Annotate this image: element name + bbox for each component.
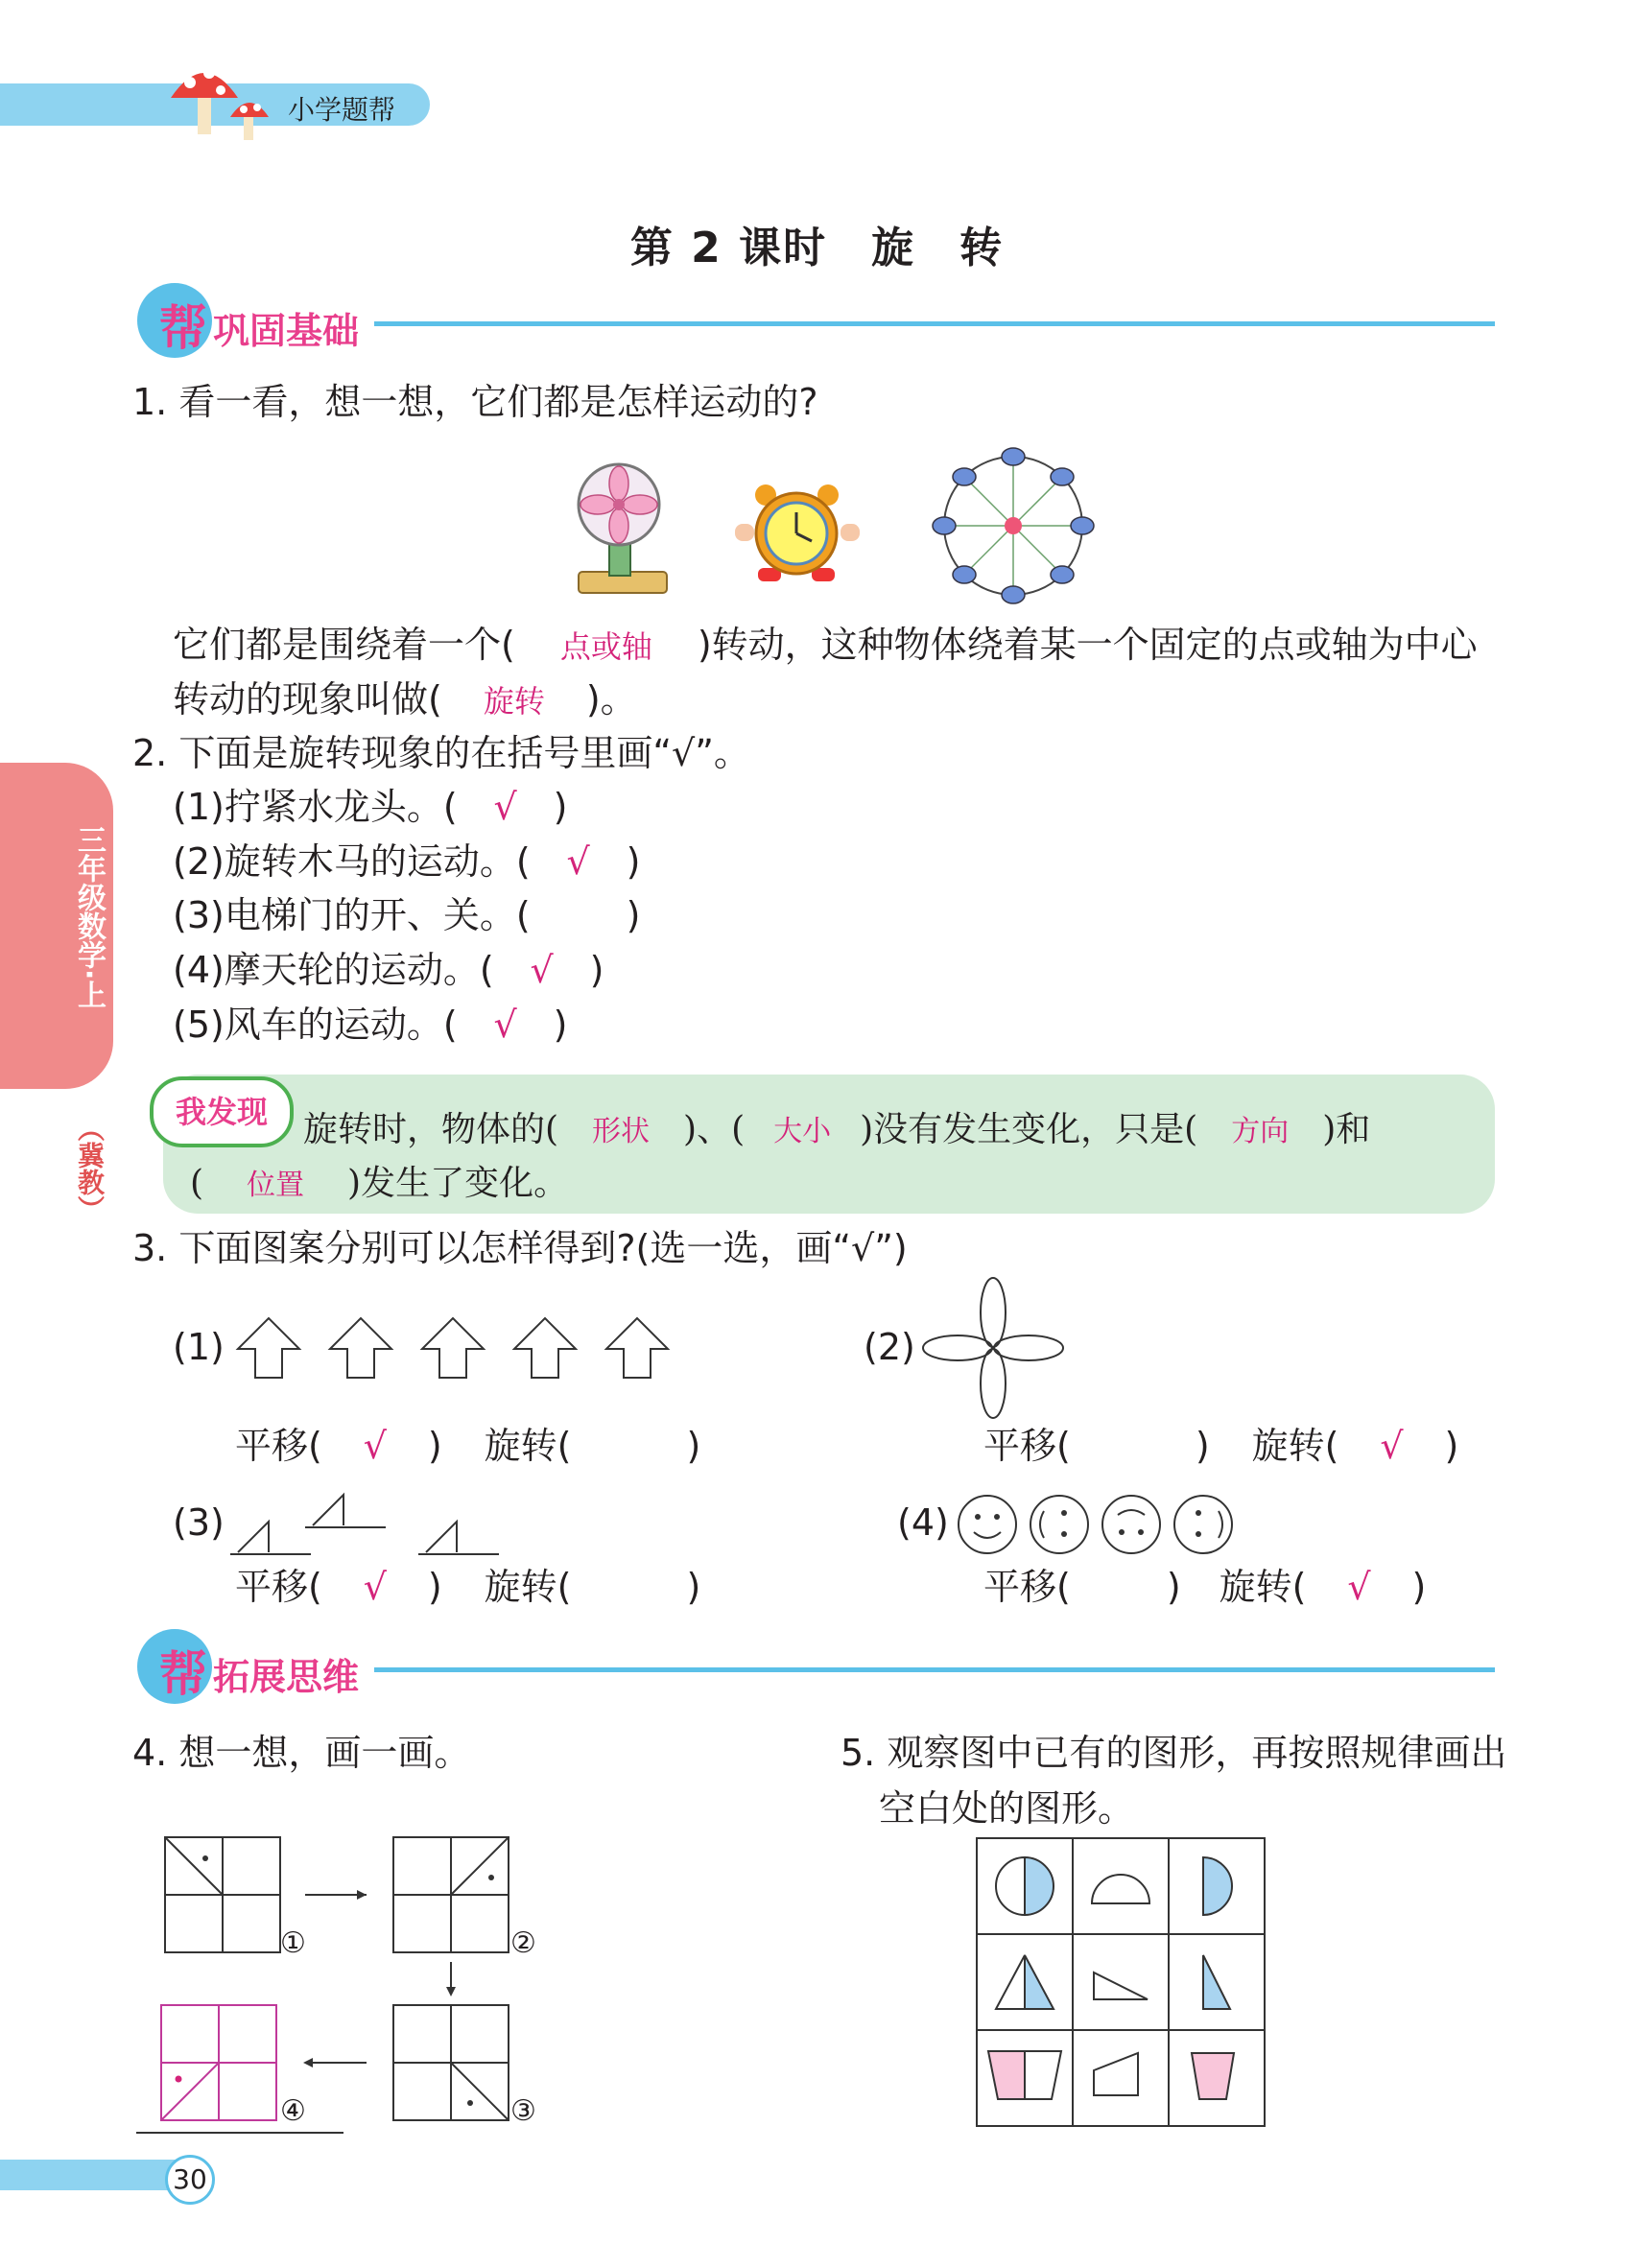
rotation-label: 旋转(: [1251, 1425, 1339, 1467]
q3-part-label: (3): [173, 1501, 225, 1544]
grid-label-4: ④: [280, 2094, 306, 2128]
section-title: 拓展思维: [213, 1656, 360, 1698]
paren-close: ): [1444, 1425, 1459, 1467]
discovery-line-2: [190, 1164, 569, 1203]
q3-part-label: (2): [864, 1326, 915, 1368]
q3-choice-row: [983, 1566, 1427, 1608]
house-arrow-pattern: [230, 1312, 691, 1387]
brand-name: 小学题帮: [288, 94, 396, 126]
petal-flower-pattern: [921, 1276, 1065, 1420]
rotation-label: 旋转(: [1219, 1566, 1307, 1608]
section-badge: 帮: [159, 300, 207, 356]
q1-line1-pre: 它们都是围绕着一个(: [173, 624, 515, 666]
paren-close: ): [1411, 1566, 1427, 1608]
paren-close: ): [1195, 1425, 1210, 1467]
question-5-line-2: 空白处的图形。: [879, 1787, 1135, 1830]
discovery-line-1: [303, 1110, 1371, 1149]
q3-choice-row: [983, 1425, 1459, 1467]
check-mark: √: [363, 1425, 387, 1467]
q1-line2-pre: 转动的现象叫做(: [173, 678, 442, 721]
question-4: 4. 想一想，画一画。: [132, 1732, 471, 1774]
paren-close: ): [427, 1425, 442, 1467]
translation-label: 平移(: [983, 1425, 1071, 1467]
check-mark: √: [493, 786, 517, 828]
translation-label: 平移(: [235, 1566, 322, 1608]
q1-line1-post: )转动，这种物体绕着某一个固定的点或轴为中心: [697, 624, 1478, 666]
pattern-grid-diagram: [969, 1831, 1276, 2138]
q2-item: [173, 840, 641, 883]
page-title: 第 2 课时 旋 转: [629, 224, 1005, 272]
paren-close: ): [686, 1566, 701, 1608]
rotation-label: 旋转(: [484, 1566, 572, 1608]
question-5-line-1: 5. 观察图中已有的图形，再按照规律画出: [841, 1732, 1507, 1774]
alarm-clock-icon: [727, 480, 866, 587]
mushroom-icon: [161, 56, 286, 148]
q2-item-text: (2)旋转木马的运动。(: [173, 840, 531, 883]
q2-item: [173, 949, 604, 991]
q2-item: [173, 894, 641, 936]
check-mark: √: [493, 1004, 517, 1046]
q3-part-label: (4): [897, 1501, 949, 1544]
check-mark: √: [1347, 1566, 1371, 1608]
q2-item-close: ): [626, 894, 641, 936]
q3-part-label: (1): [173, 1326, 225, 1368]
discovery-text: )、(: [683, 1110, 746, 1149]
section-badge: 帮: [159, 1646, 207, 1702]
discovery-text: (: [190, 1164, 204, 1203]
q2-item-close: ): [626, 840, 641, 883]
q1-answer-1: 点或轴: [559, 628, 652, 665]
q2-item-text: (1)拧紧水龙头。(: [173, 786, 458, 828]
section-divider: [374, 321, 1495, 326]
discovery-text: 旋转时，物体的(: [303, 1110, 559, 1149]
face-pattern: [955, 1492, 1243, 1557]
page-number: 30: [165, 2155, 215, 2205]
q2-item-text: (3)电梯门的开、关。(: [173, 894, 531, 936]
q3-choice-row: [235, 1566, 701, 1608]
ferris-wheel-icon: [927, 443, 1100, 611]
triangle-flag-pattern: [230, 1485, 518, 1562]
check-mark: √: [363, 1566, 387, 1608]
q3-choice-row: [235, 1425, 701, 1467]
discovery-badge: 我发现: [150, 1076, 294, 1147]
question-2: 2. 下面是旋转现象的在括号里画“√”。: [132, 732, 750, 774]
footer-bar: [0, 2160, 187, 2190]
translation-label: 平移(: [983, 1566, 1071, 1608]
fan-icon: [571, 459, 676, 598]
q2-item-close: ): [589, 949, 604, 991]
rotation-label: 旋转(: [484, 1425, 572, 1467]
paren-close: ): [686, 1425, 701, 1467]
rotation-grid-diagram: [134, 1828, 576, 2154]
q1-line2-post: )。: [585, 678, 637, 721]
grade-label: 三年级数学·上: [72, 825, 106, 1009]
discovery-text: )没有发生变化，只是(: [860, 1110, 1198, 1149]
translation-label: 平移(: [235, 1425, 322, 1467]
grid-label-1: ①: [280, 1926, 306, 1960]
discovery-text: )和: [1322, 1110, 1371, 1149]
discovery-answer-size: 大小: [773, 1115, 832, 1148]
section-divider: [374, 1667, 1495, 1672]
edition-label: （冀教）: [74, 1115, 106, 1222]
question-3: 3. 下面图案分别可以怎样得到?(选一选，画“√”): [132, 1227, 908, 1269]
check-mark: √: [530, 949, 554, 991]
q2-item: [173, 1004, 568, 1046]
q2-item-close: ): [553, 1004, 568, 1046]
q2-item-text: (5)风车的运动。(: [173, 1004, 458, 1046]
paren-close: ): [427, 1566, 442, 1608]
section-title: 巩固基础: [213, 310, 360, 352]
q2-item: [173, 786, 568, 828]
check-mark: √: [1380, 1425, 1404, 1467]
paren-close: ): [1166, 1566, 1181, 1608]
discovery-answer-position: 位置: [247, 1169, 305, 1202]
discovery-answer-shape: 形状: [592, 1115, 651, 1148]
grid-label-2: ②: [510, 1926, 536, 1960]
grid-label-3: ③: [510, 2094, 536, 2128]
question-1: 1. 看一看，想一想，它们都是怎样运动的?: [132, 381, 818, 423]
q2-item-close: ): [553, 786, 568, 828]
check-mark: √: [566, 840, 590, 883]
discovery-text: )发生了变化。: [347, 1164, 569, 1203]
q2-item-text: (4)摩天轮的运动。(: [173, 949, 494, 991]
q1-answer-2: 旋转: [483, 683, 545, 720]
discovery-answer-direction: 方向: [1231, 1115, 1290, 1148]
